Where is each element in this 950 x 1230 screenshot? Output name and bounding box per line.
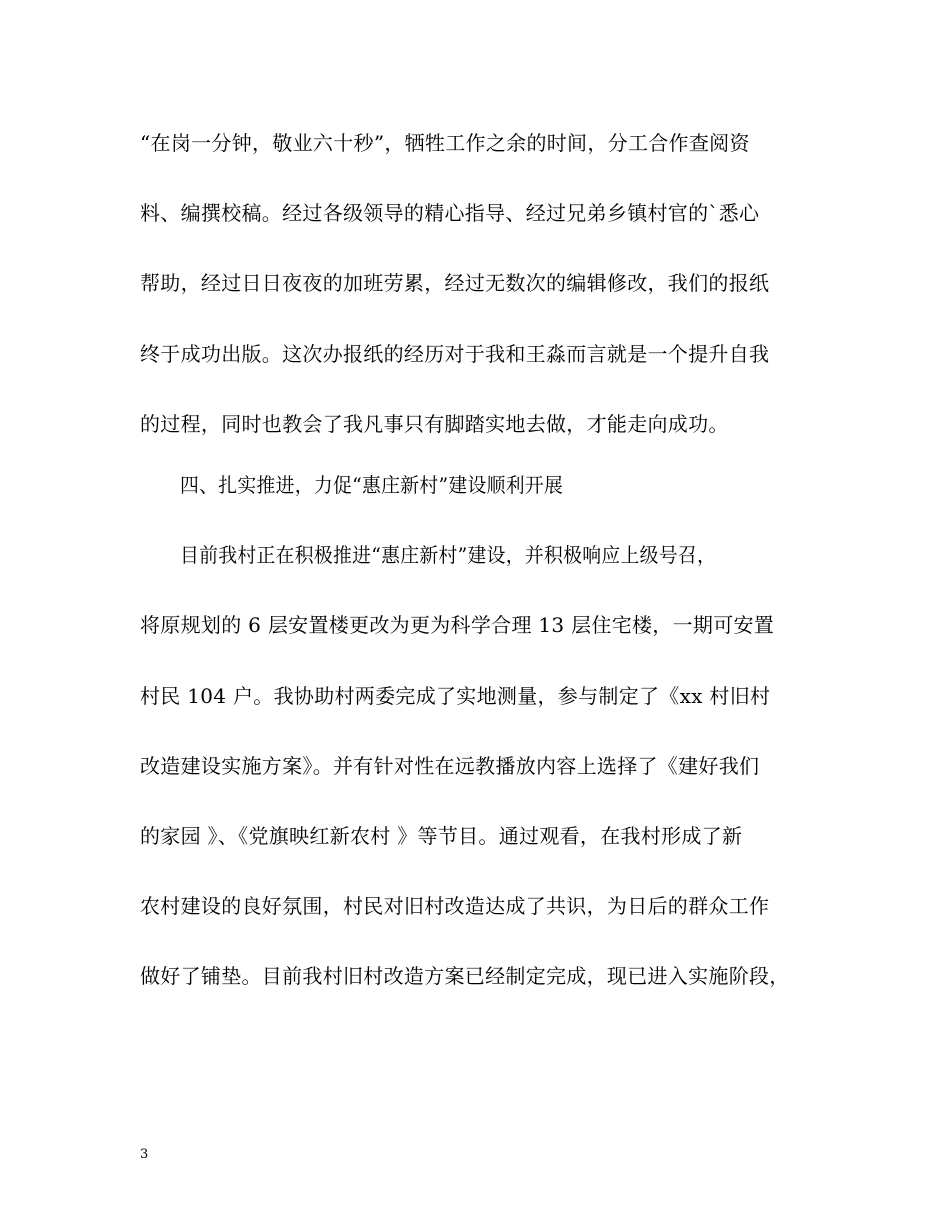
paragraph-line: 做好了铺垫。目前我村旧村改造方案已经制定完成，现已进入实施阶段，: [140, 964, 790, 988]
paragraph-line: 的家园 》、《党旗映红新农村 》等节目。通过观看，在我村形成了新: [140, 824, 743, 848]
paragraph-line: 终于成功出版。这次办报纸的经历对于我和王淼而言就是一个提升自我: [140, 342, 770, 366]
paragraph-line: 料、编撰校稿。经过各级领导的精心指导、经过兄弟乡镇村官的`悉心: [140, 201, 760, 225]
paragraph-line: 的过程，同时也教会了我凡事只有脚踏实地去做，才能走向成功。: [140, 412, 729, 436]
section-heading: 四、扎实推进，力促“惠庄新村”建设顺利开展: [180, 473, 564, 497]
paragraph-line: 帮助，经过日日夜夜的加班劳累，经过无数次的编辑修改，我们的报纸: [140, 271, 770, 295]
paragraph-line: 改造建设实施方案》。并有针对性在远教播放内容上选择了《建好我们: [140, 754, 760, 778]
paragraph-line: 村民 104 户。我协助村两委完成了实地测量，参与制定了《xx 村旧村: [140, 684, 771, 708]
paragraph-line: 目前我村正在积极推进“惠庄新村”建设，并积极响应上级号召，: [180, 543, 717, 567]
page-number: 3: [140, 1147, 149, 1162]
paragraph-line: 将原规划的 6 层安置楼更改为更为科学合理 13 层住宅楼，一期可安置: [140, 613, 775, 637]
paragraph-line: 农村建设的良好氛围，村民对旧村改造达成了共识，为日后的群众工作: [140, 894, 770, 918]
paragraph-line: “在岗一分钟，敬业六十秒”，牺牲工作之余的时间，分工合作查阅资: [140, 131, 750, 155]
